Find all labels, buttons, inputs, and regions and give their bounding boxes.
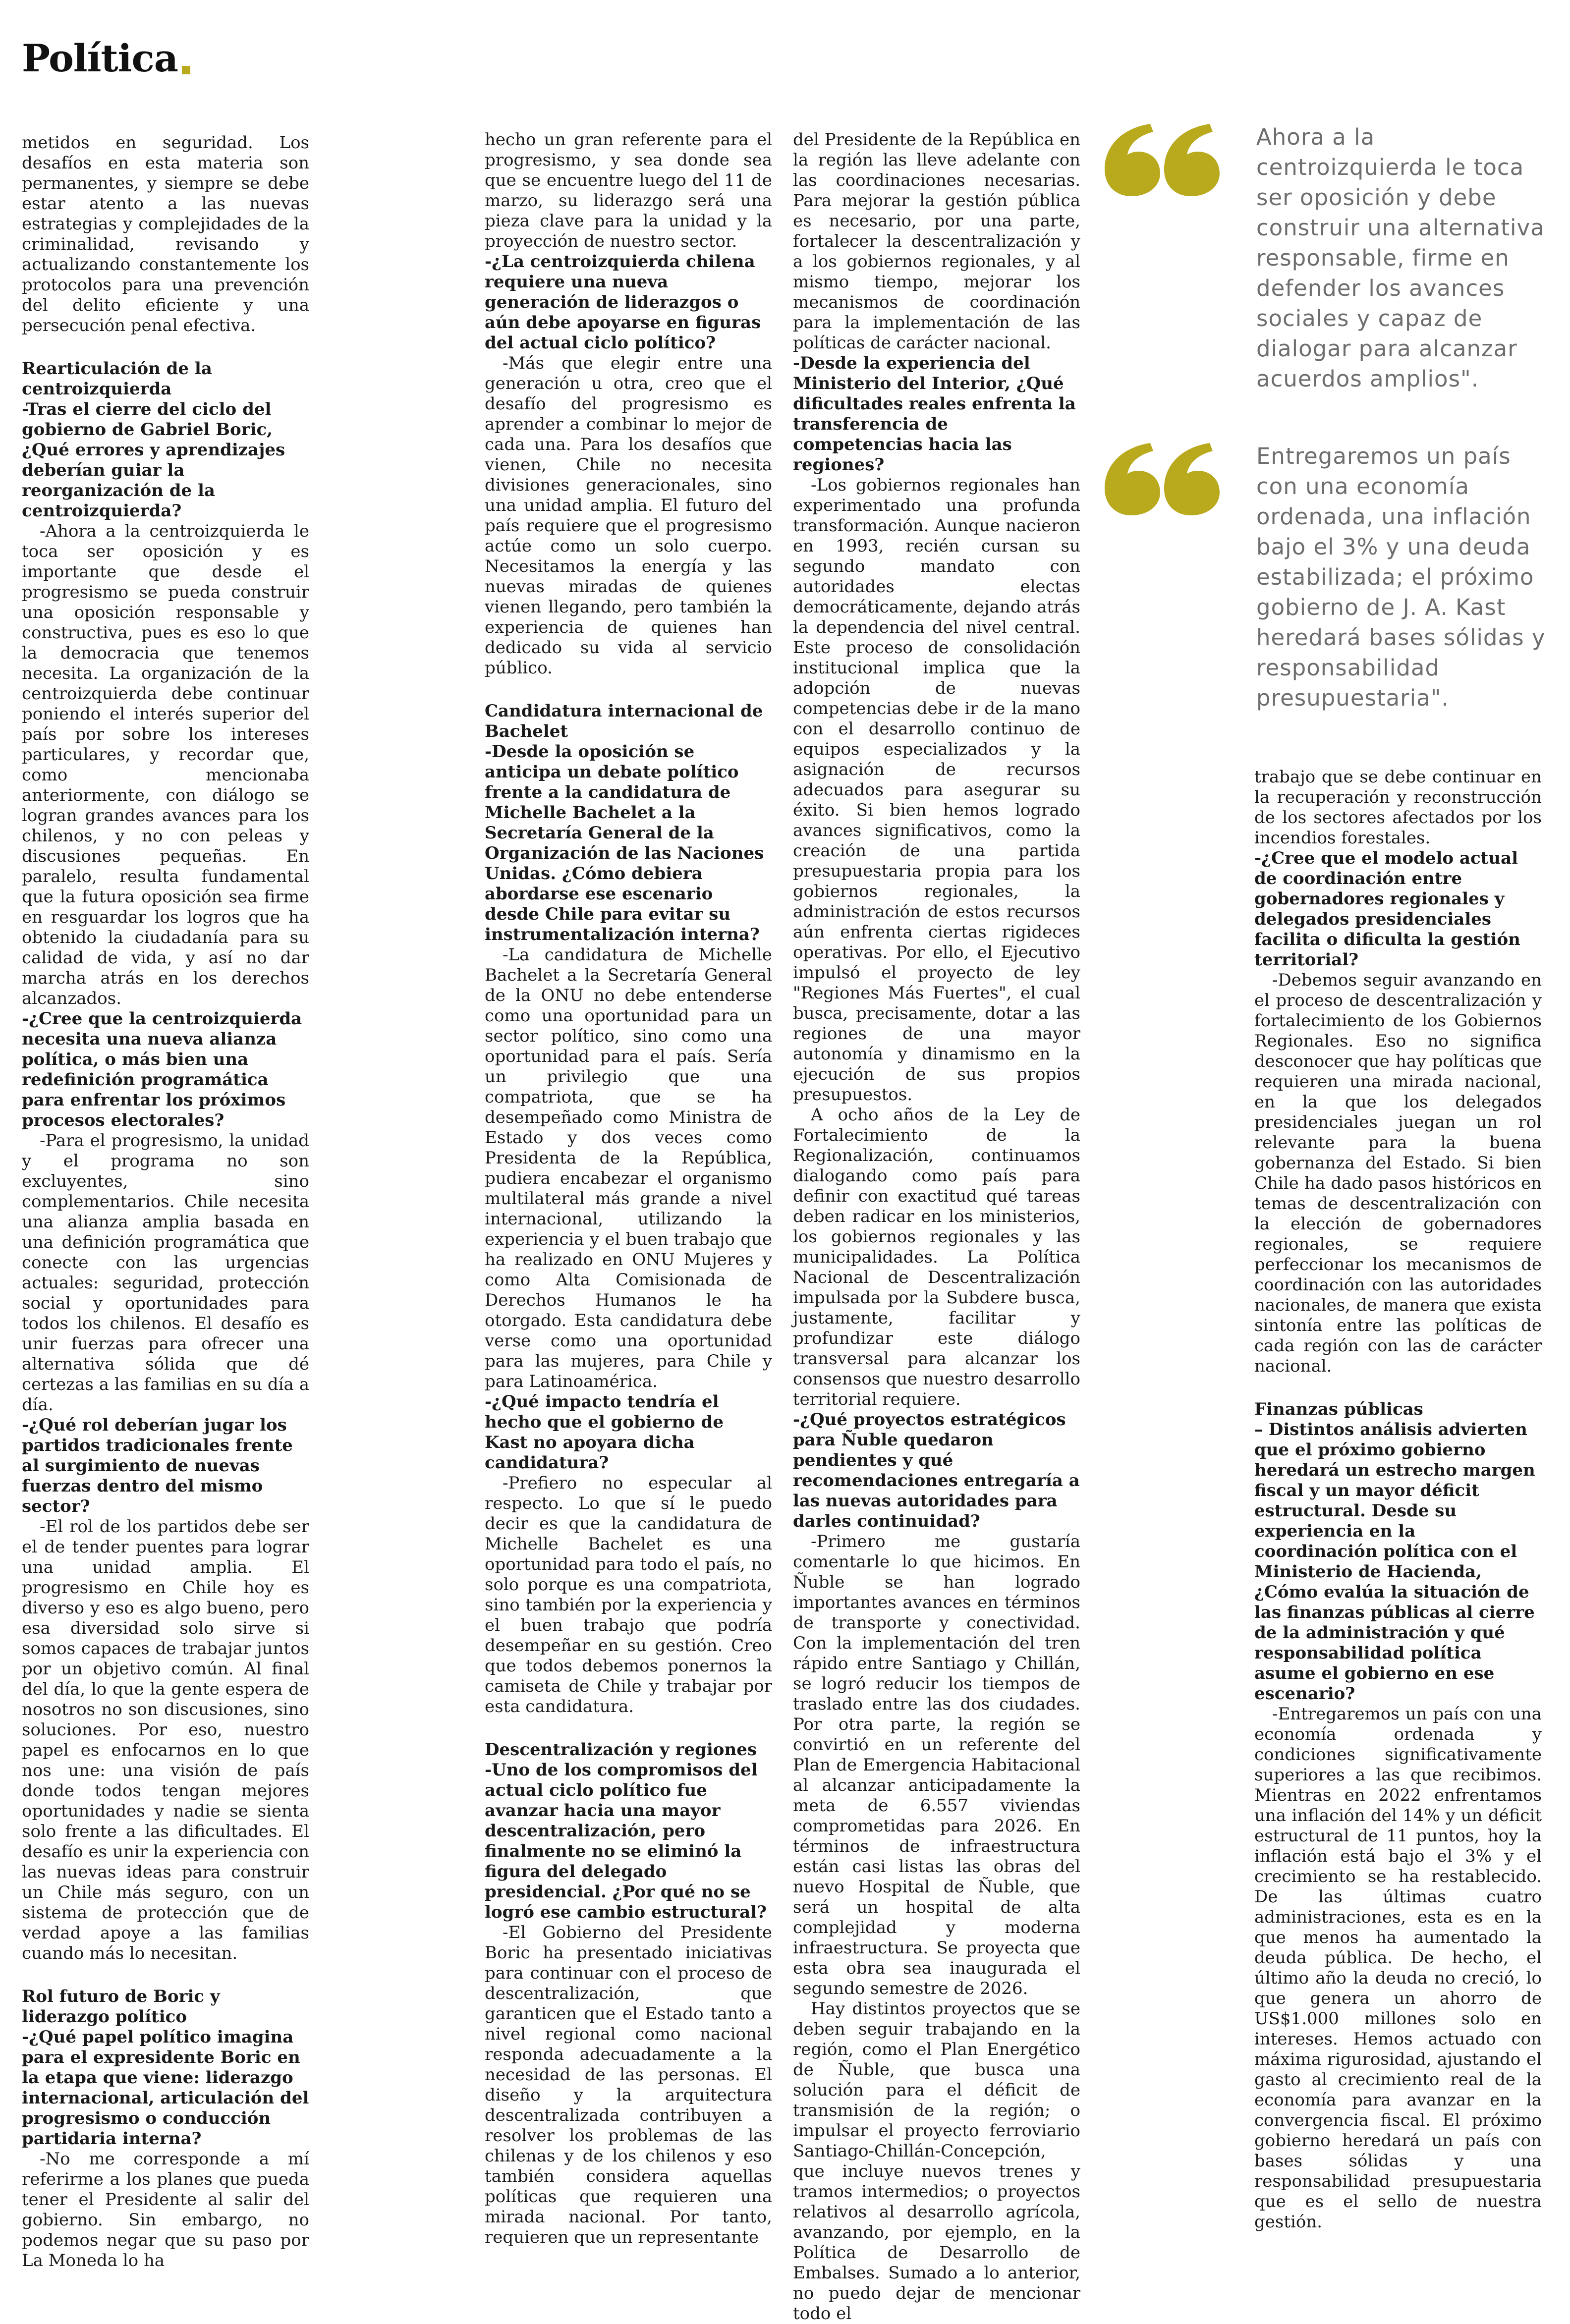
interview-answer: -Prefiero no especular al respecto. Lo que sí le puedo decir es que la candidatura de Michelle Bachelet es una oportunidad para todo el país, no solo porque es una compatriota, sino también por la experiencia y el buen trabajo que podría desempeñar en su gestión. Creo que todos debemos ponernos la camiseta de Chile y trabajar por esta candidatura. <box>485 1473 772 1716</box>
pull-quote-text: Ahora a la centroizquierda le toca ser oposición y debe construir una alternativa responsable, firme en defender los avances sociales y capaz de dialogar para alcanzar acuerdos amplios". <box>1256 124 1545 392</box>
subheading: Descentralización y regiones <box>485 1740 757 1760</box>
interview-answer: -Primero me gustaría comentarle lo que hicimos. En Ñuble se han logrado importantes avances en términos de transporte y conectividad. Con la implementación del tren rápido entre Santiago y Chillán, se logró reducir los tiempos de traslado entre las dos ciudades. Por otra parte, la región se convirtió en un referente del Plan de Emergencia Habitacional al alcanzar anticipadamente la meta de 6.557 viviendas comprometidas para 2026. En términos de infraestructura están casi listas las obras del nuevo Hospital de Ñuble, que será un hospital de alta complejidad y moderna infraestructura. Se proyecta que esta obra sea inaugurada el segundo semestre de 2026. <box>793 1532 1080 1998</box>
interview-answer: -Más que elegir entre una generación u otra, creo que el desafío del progresismo es aprender a combinar lo mejor de cada una. Para los desafíos que vienen, Chile no necesita divisiones generacionales, sino una unidad amplia. El futuro del país requiere que el progresismo actúe como un solo cuerpo. Necesitamos la energía y las nuevas miradas de quienes vienen llegando, pero también la experiencia de quienes han dedicado su vida al servicio público. <box>485 353 772 678</box>
interview-question: -¿Qué papel político imagina para el expresidente Boric en la etapa que viene: liderazgo internacional, articulación del progresismo o conducción partidaria interna? <box>22 2027 309 2149</box>
subheading: Finanzas públicas <box>1254 1399 1423 1419</box>
quote-open-icon <box>1103 441 1232 520</box>
interview-question: -Uno de los compromisos del actual ciclo político fue avanzar hacia una mayor descentralización, pero finalmente no se eliminó la figura del delegado presidencial. ¿Por qué no se logró ese cambio estructural? <box>485 1760 767 1922</box>
subheading: Candidatura internacional de Bachelet <box>485 701 763 741</box>
interview-answer: Hay distintos proyectos que se deben seguir trabajando en la región, como el Plan Energético de Ñuble, que busca una solución para el déficit de transmisión de la región; o impulsar el proyecto ferroviario Santiago-Chillán-Concepción, que incluye nuevos trenes y tramos intermedios; o proyectos relativos al desarrollo agrícola, avanzando, por ejemplo, en la Política de Desarrollo de Embalses. Sumado a lo anterior, no puedo dejar de mencionar todo el <box>793 1999 1080 2324</box>
interview-answer: -Los gobiernos regionales han experimentado una profunda transformación. Aunque nacieron en 1993, recién cursan su segundo mandato con autoridades electas democráticamente, dejando atrás la dependencia del nivel central. Este proceso de consolidación institucional implica que la adopción de nuevas competencias debe ir de la mano con el desarrollo continuo de equipos especializados y la asignación de recursos adecuados para asegurar su éxito. Si bien hemos logrado avances significativos, como la creación de una partida presupuestaria propia para los gobiernos regionales, la administración de estos recursos aún enfrenta ciertas rigideces operativas. Por ello, el Ejecutivo impulsó el proyecto de ley "Regiones Más Fuertes", el cual busca, precisamente, dotar a las regiones de una mayor autonomía y dinamismo en la ejecución de sus propios presupuestos. <box>793 475 1080 1105</box>
interview-answer: -Ahora a la centroizquierda le toca ser oposición y es importante que desde el progresismo se pueda construir una oposición responsable y constructiva, pues es eso lo que la democracia que tenemos necesita. La organización de la centroizquierda debe continuar poniendo el interés superior del país por sobre los intereses particulares, y recordar que, como mencionaba anteriormente, con diálogo se logran grandes avances para los chilenos, y no con peleas y discusiones pequeñas. En paralelo, resulta fundamental que la futura oposición sea firme en resguardar los logros que ha obtenido la ciudadanía para su calidad de vida, y así no dar marcha atrás en los derechos alcanzados. <box>22 521 309 1008</box>
interview-question: -¿La centroizquierda chilena requiere una nueva generación de liderazgos o aún debe apoyarse en figuras del actual ciclo político? <box>485 252 761 353</box>
interview-answer: -Para el progresismo, la unidad y el programa no son excluyentes, sino complementarios. Chile necesita una alianza amplia basada en una definición programática que conecte con las urgencias actuales: seguridad, protección social y oportunidades para todos los chilenos. El desafío es unir fuerzas para ofrecer una alternativa sólida que dé certezas a las familias en su día a día. <box>22 1131 309 1415</box>
interview-question: – Distintos análisis advierten que el próximo gobierno heredará un estrecho margen fiscal y un mayor déficit estructural. Desde su experiencia en la coordinación política con el Ministerio de Hacienda, ¿Cómo evalúa la situación de las finanzas públicas al cierre de la administración y qué responsabilidad política asume el gobierno en ese escenario? <box>1254 1420 1535 1704</box>
interview-question: -¿Qué rol deberían jugar los partidos tradicionales frente al surgimiento de nuevas fuerzas dentro del mismo sector? <box>22 1415 293 1516</box>
interview-question: -Desde la experiencia del Ministerio del Interior, ¿Qué dificultades reales enfrenta la transferencia de competencias hacia las regiones? <box>793 353 1076 475</box>
article-column-2 <box>485 130 772 2248</box>
interview-answer: -No me corresponde a mí referirme a los planes que pueda tener el Presidente al salir del gobierno. Sin embargo, no podemos negar que su paso por La Moneda lo ha <box>22 2149 309 2270</box>
interview-question: -¿Cree que el modelo actual de coordinación entre gobernadores regionales y delegados presidenciales facilita o dificulta la gestión territorial? <box>1254 848 1520 970</box>
interview-answer: -El Gobierno del Presidente Boric ha presentado iniciativas para continuar con el proceso de descentralización, que garanticen que el Estado tanto a nivel regional como nacional responda adecuadamente a la necesidad de las personas. El diseño y la arquitectura descentralizada contribuyen a resolver los problemas de las chilenas y de los chilenos y eso también considera aquellas políticas que requieren una mirada nacional. Por tanto, requieren que un representante <box>485 1923 772 2247</box>
subheading: Rearticulación de la centroizquierda <box>22 359 212 399</box>
paragraph: metidos en seguridad. Los desafíos en esta materia son permanentes, y siempre se debe estar atento a las nuevas estrategias y complejidades de la criminalidad, revisando y actualizando constantemente los protocolos para una prevención del delito eficiente y una persecución penal efectiva. <box>22 133 309 335</box>
interview-answer: -Debemos seguir avanzando en el proceso de descentralización y fortalecimiento de los Gobiernos Regionales. Eso no significa desconocer que hay políticas que requieren una mirada nacional, en la que los delegados presidenciales juegan un rol relevante para la buena gobernanza del Estado. Si bien Chile ha dado pasos históricos en temas de descentralización con la elección de gobernadores regionales, se requiere perfeccionar los mecanismos de coordinación con las autoridades nacionales, de manera que exista sintonía entre las políticas de cada región con las de carácter nacional. <box>1254 970 1542 1376</box>
interview-answer: A ocho años de la Ley de Fortalecimiento de la Regionalización, continuamos dialogando como país para definir con exactitud qué tareas deben radicar en los ministerios, los gobiernos regionales y las municipalidades. La Política Nacional de Descentralización impulsada por la Subdere busca, justamente, facilitar y profundizar este diálogo transversal para alcanzar los consensos que nuestro desarrollo territorial requiere. <box>793 1105 1080 1409</box>
pull-quote-text: Entregaremos un país con una economía ordenada, una inflación bajo el 3% y una deuda estabilizada; el próximo gobierno de J. A. Kast heredará bases sólidas y responsabilidad presupuestaria". <box>1256 443 1546 711</box>
interview-question: -¿Qué proyectos estratégicos para Ñuble quedaron pendientes y qué recomendaciones entregaría a las nuevas autoridades para darles continuidad? <box>793 1410 1080 1531</box>
interview-question: -¿Qué impacto tendría el hecho que el gobierno de Kast no apoyara dicha candidatura? <box>485 1392 724 1473</box>
subheading: Rol futuro de Boric y liderazgo político <box>22 1987 220 2027</box>
paragraph: hecho un gran referente para el progresismo, y sea donde sea que se encuentre luego del 11 de marzo, su liderazgo será una pieza clave para la unidad y la proyección de nuestro sector. <box>485 130 772 251</box>
title-accent-square <box>182 66 190 74</box>
interview-answer: -El rol de los partidos debe ser el de tender puentes para lograr una unidad amplia. El progresismo en Chile hoy es diverso y eso es algo bueno, pero esa diversidad solo sirve si somos capaces de trabajar juntos por un objetivo común. Al final del día, lo que la gente espera de nosotros no son discusiones, sino soluciones. Por eso, nuestro papel es enfocarnos en lo que nos une: una visión de país donde todos tengan mejores oportunidades y nadie se sienta solo frente a las dificultades. El desafío es unir la experiencia con las nuevas ideas para construir un Chile más seguro, con un sistema de protección que de verdad apoye a las familias cuando más lo necesitan. <box>22 1517 309 1963</box>
paragraph: del Presidente de la República en la región las lleve adelante con las coordinaciones necesarias. Para mejorar la gestión pública es necesario, por una parte, fortalecer la descentralización y a los gobiernos regionales, y al mismo tiempo, mejorar los mecanismos de coordinación para la implementación de las políticas de carácter nacional. <box>793 130 1080 353</box>
interview-question: -¿Cree que la centroizquierda necesita una nueva alianza política, o más bien una redefinición programática para enfrentar los próximos procesos electorales? <box>22 1009 302 1130</box>
section-title: Política <box>22 36 178 80</box>
interview-answer: -Entregaremos un país con una economía ordenada y condiciones significativamente superiores a las que recibimos. Mientras en 2022 enfrentamos una inflación del 14% y un déficit estructural de 11 puntos, hoy la inflación está bajo el 3% y el crecimiento se ha restablecido. De las últimas cuatro administraciones, esta es en la que menos ha aumentado la deuda pública. De hecho, el último año la deuda no creció, lo que genera un ahorro de US$1.000 millones solo en intereses. Hemos actuado con máxima rigurosidad, ajustando el gasto al crecimiento real de la economía para avanzar en la convergencia fiscal. El próximo gobierno heredará un país con bases sólidas y una responsabilidad presupuestaria que es el sello de nuestra gestión. <box>1254 1704 1542 2232</box>
article-column-1 <box>22 133 309 2271</box>
interview-answer: -La candidatura de Michelle Bachelet a la Secretaría General de la ONU no debe entenderse como una oportunidad para un sector político, sino como una oportunidad para el país. Sería un privilegio que una compatriota, que se ha desempeñado como Ministra de Estado y dos veces como Presidenta de la República, pudiera encabezar el organismo multilateral más grande a nivel internacional, utilizando la experiencia y el buen trabajo que ha realizado en ONU Mujeres y como Alta Comisionada de Derechos Humanos le ha otorgado. Esta candidatura debe verse como una oportunidad para las mujeres, para Chile y para Latinoamérica. <box>485 945 772 1391</box>
interview-question: -Tras el cierre del ciclo del gobierno de Gabriel Boric, ¿Qué errores y aprendizajes deberían guiar la reorganización de la centroizquierda? <box>22 399 285 521</box>
article-column-4 <box>1254 767 1542 2232</box>
article-column-3 <box>793 130 1080 2324</box>
interview-question: -Desde la oposición se anticipa un debate político frente a la candidatura de Michelle Bachelet a la Secretaría General de la Organización de las Naciones Unidas. ¿Cómo debiera abordarse ese escenario desde Chile para evitar su instrumentalización interna? <box>485 742 764 944</box>
paragraph: trabajo que se debe continuar en la recuperación y reconstrucción de los sectores afectados por los incendios forestales. <box>1254 767 1542 848</box>
section-header <box>22 18 190 80</box>
quote-open-icon <box>1103 122 1232 201</box>
